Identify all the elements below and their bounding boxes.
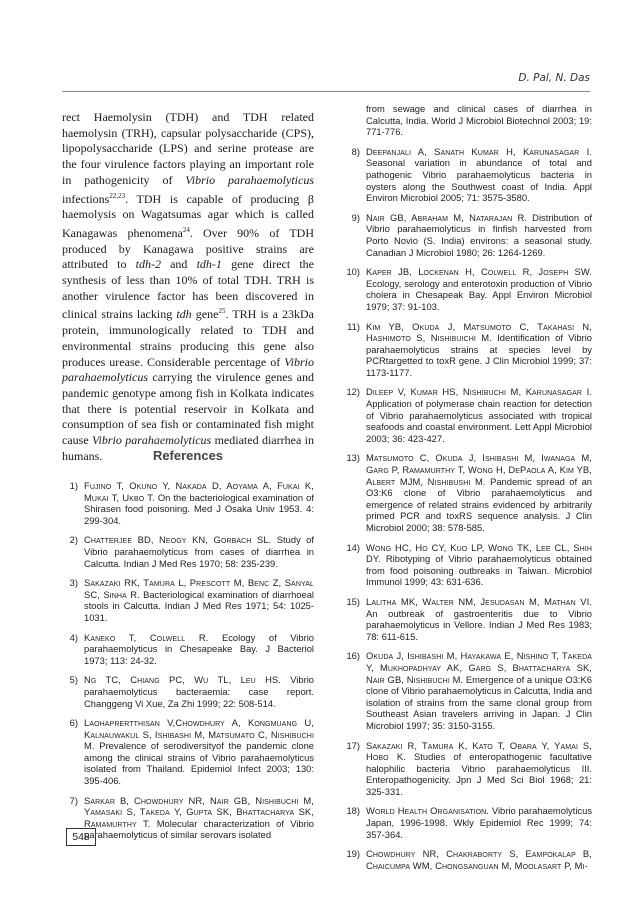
references-list-left [62, 480, 314, 849]
reference-text [366, 740, 592, 798]
reference-number: 1) [69, 480, 78, 491]
reference-item [344, 740, 592, 798]
reference-number: 2) [69, 534, 78, 546]
reference-text [366, 848, 592, 871]
reference-text [366, 212, 592, 258]
reference-body: Emergence of a unique O3:K6 clone of Vibrio parahaemolyticus in Calcutta, India and isolation of strains from the same clonal group from Southeast Asian travelers arriving in Japan. J Clin Microbiol 1997; 35: 3150-3155. [366, 673, 593, 731]
reference-text [84, 577, 314, 623]
reference-item [344, 596, 592, 642]
reference-number: 18) [346, 805, 360, 817]
reference-item [344, 146, 592, 204]
reference-number: 15) [346, 595, 360, 607]
reference-text [84, 632, 314, 667]
reference-text [366, 266, 592, 312]
reference-body: Bacteriological examination of diarrhoeal stools in Calcutta. Indian J Med Res 1971; 54: 1025-1031. [84, 588, 315, 623]
reference-body: Distribution of Vibrio parahaemolyticus in finfish harvested from Porto Novio (S. India) environs: a seasonal study. Canadian J Microbiol 1980; 26: 1264-1269. [366, 211, 592, 258]
reference-text [84, 534, 314, 569]
reference-item [344, 542, 592, 588]
reference-body: On the bacteriological examination of Shirasen food poisoning. Med J Osaka Univ 1953. 4: 299-304. [84, 491, 314, 526]
reference-item [344, 321, 592, 379]
reference-item [344, 805, 592, 840]
reference-text [366, 805, 592, 840]
reference-body: from sewage and clinical cases of diarrhea in Calcutta, India. World J Microbiol Biotechnol 2003; 19: 771-776. [366, 103, 592, 138]
reference-item [62, 480, 314, 526]
reference-number: 5) [69, 674, 78, 686]
reference-item [344, 452, 592, 533]
reference-text [366, 103, 592, 138]
reference-body: Molecular characterization of Vibrio parahaemolyticus of similar serovars isolated [84, 817, 314, 841]
reference-authors: Kaneko T, Colwell R. [84, 631, 209, 643]
reference-authors: Wong HC, Ho CY, Kuo LP, Wong TK, Lee CL, Shih DY. [366, 541, 592, 565]
reference-body: Application of polymerase chain reaction for detection of Vibrio parahaemolyticus associated with tropical seafoods and coastal environment. Lett Appl Microbiol 2003; 36: 423-427. [366, 398, 592, 444]
reference-text [366, 650, 592, 731]
reference-authors: Dileep V, Kumar HS, Nishibuchi M, Karunasagar I. [366, 386, 592, 398]
references-heading: References [152, 448, 224, 463]
reference-body: An outbreak of gastroenteritis due to Vibrio parahaemolyticus in Vellore. Indian J Med Res 1983; 78: 611-615. [366, 607, 592, 642]
reference-number: 17) [346, 739, 360, 751]
reference-number: 14) [346, 541, 360, 553]
reference-body: Ribotyping of Vibrio parahaemolyticus obtained from food poisoning outbreaks in Taiwan. Microbiol Immunol 1999; 43: 631-636. [366, 553, 592, 588]
reference-authors: Chatterjee BD, Neogy KN, Gorbach SL. [84, 534, 272, 546]
references-list-right [344, 103, 592, 879]
reference-authors: Fujino T, Okuno Y, Nakada D, Aoyama A, Fukai K, Mukai T, Ukbo T. [84, 480, 314, 503]
reference-authors: Deepanjali A, Sanath Kumar H, Karunasagar I. [366, 145, 592, 157]
reference-body: Ecology, serology and enterotoxin production of Vibrio cholera in Chesapeak Bay. Appl Environ Microbiol 1979; 37: 91-103. [366, 277, 592, 312]
reference-item [344, 266, 592, 312]
reference-authors: Kim YB, Okuda J, Matsumoto C, Takahasi N, Hashimoto S, Nishibuichi M. [366, 320, 592, 344]
reference-text [366, 452, 592, 533]
reference-text [84, 480, 314, 526]
reference-item [62, 577, 314, 623]
reference-authors: Sakazaki RK, Tamura L, Prescott M, Benc Z, Sanyal SC, Sinha R. [84, 577, 314, 600]
reference-authors: World Health Organisation. [366, 805, 490, 817]
reference-number: 11) [347, 320, 360, 332]
reference-item [344, 650, 592, 731]
reference-number: 19) [346, 848, 360, 860]
reference-body: Seasonal variation in abundance of total and pathogenic Vibrio parahaemolyticus bacteria in oysters along the Southwest coast of India. Appl Environ Microbiol 2005; 71: 3575-3580. [366, 157, 592, 204]
reference-authors: Nair GB, Abraham M, Natarajan R. [366, 211, 528, 223]
reference-body: Study of Vibrio parahaemolyticus from cases of diarrhea in Calcutta. Indian J Med Res 1970; 58: 235-239. [84, 534, 314, 569]
reference-item [62, 795, 314, 841]
reference-authors: Kaper JB, Lockenan H, Colwell R, Joseph SW. [366, 266, 592, 278]
reference-body: Identification of Vibrio parahaemolyticus strains at species level by PCRtargetted to toxR gene. J Clin Microbiol 1999; 37: 1173-1177. [366, 332, 592, 378]
reference-item [344, 103, 592, 138]
running-head: D. Pal, N. Das [518, 72, 590, 84]
reference-authors: Okuda J, Ishibashi M, Hayakawa E, Nishino T, Takeda Y, Mukhopadhyay AK, Garg S, Bhattacharya SK, Nair GB, Nishibuchi M. [366, 650, 592, 685]
reference-text [84, 674, 314, 709]
reference-authors: Ng TC, Chiang PC, Wu TL, Leu HS. [84, 674, 282, 686]
reference-item [62, 632, 314, 667]
reference-text [366, 321, 592, 379]
reference-item [62, 674, 314, 709]
reference-number: 10) [346, 266, 360, 278]
reference-number: 12) [346, 386, 360, 398]
reference-item [62, 534, 314, 569]
reference-item [344, 386, 592, 444]
reference-text [366, 386, 592, 444]
reference-number [344, 103, 366, 138]
reference-number: 3) [69, 577, 78, 589]
reference-body: Pandemic spread of an O3:K6 clone of Vibrio parahaemolyticus and emergence of related strains evidenced by arbitrarily primed PCR and toxRS sequence analysis. J Clin Microbiol 2000; 38: 578-585. [366, 475, 592, 533]
reference-number: 16) [346, 650, 360, 662]
reference-body: Studies of enteropathogenic facultative halophilic bacteria Vibrio parahaemolyticus III. Enteropathogenicity. Jpn J Med Sci Biol 1968; 21: 325-331. [366, 751, 592, 797]
reference-item [344, 848, 592, 871]
reference-text [84, 717, 314, 787]
reference-authors: Sarkar B, Chowdhury NR, Nair GB, Nishibuchi M, Yamasaki S, Takeda Y, Gupta SK, Bhattacharya SK, Ramamurthy T. [84, 794, 314, 829]
reference-authors: Chowdhury NR, Chakraborty S, Eampokalap B, Chaicumpa WM, Chongsanguan M, Moolasart P, Mi- [366, 848, 592, 871]
page-number: 548 [66, 828, 96, 846]
reference-authors: Sakazaki R, Tamura K, Kato T, Obara Y, Yamai S, Hobo K. [366, 739, 592, 763]
reference-authors: Matsumoto C, Okuda J, Ishibashi M, Iwanaga M, Garg P, Ramamurthy T, Wong H, DePaola A, Kim YB, Albert MJM, Nishibushi M. [366, 452, 592, 487]
reference-body: Prevalence of serodiversityof the pandemic clone among the clinical strains of Vibrio parahaemolyticus isolated from Thailand. Epidemiol Infect 2003; 130: 395-406. [84, 740, 314, 787]
reference-authors: Laohaprertthisan V,Chowdhury A, Kongmuang U, Kalnauwakul S, Ishibashi M, Matsumato C, Nishibuchi M. [84, 717, 314, 752]
reference-item [62, 717, 314, 787]
reference-number: 6) [69, 717, 78, 729]
reference-number: 9) [351, 211, 360, 223]
reference-body: Ecology of Vibrio parahaemolyticus in Chesapeake Bay. J Bacteriol 1973; 113: 24-32. [84, 631, 314, 666]
reference-body: Vibrio parahaemolyticus Japan, 1996-1998. Wkly Epidemiol Rec 1999; 74: 357-364. [366, 805, 593, 840]
reference-text [84, 795, 314, 841]
reference-item [344, 212, 592, 258]
reference-number: 4) [69, 631, 78, 643]
reference-body: Vibrio parahaemolyticus bacteraemia: case report. Changgeng Vi Xue, Za Zhi 1999; 22: 508-514. [84, 674, 314, 709]
reference-text [366, 596, 592, 642]
body-text-column [62, 110, 314, 464]
reference-number: 7) [69, 794, 78, 806]
reference-number: 13) [346, 452, 360, 464]
header-rule [62, 91, 590, 92]
reference-number: 8) [351, 145, 360, 157]
reference-text [366, 146, 592, 204]
reference-authors: Lalitha MK, Walter NM, Jesudasan M, Mathan VI. [366, 595, 592, 607]
body-paragraph: rect Haemolysin (TDH) and TDH related haemolysin (TRH), capsular polysaccharide (CPS), lipopolysaccharide (LPS) and serine protease are the four virulence factors playing an important role in pathogenicity of Vibrio parahaemolyticus infections$^{22,23}$. TDH is capable of producing β haemolysis on Wagatsumas agar which is called Kanagawas phenomena$^{24}$. Over 90% of TDH produced by Kanagawa positive strains are attributed to tdh-2 and tdh-1 gene direct the synthesis of less than 10% of total TDH. TRH is another virulence factor has been discovered in clinical strains lacking tdh gene$^{25}$. TRH is a 23kDa protein, immunologically related to TDH and environmental strains producing this gene also produces urease. Considerable percentage of Vibrio parahaemolyticus carrying the virulence genes and pandemic genotype among fish in Kolkata indicates that there is potential reservoir in Kolkata and consumption of sea fish or contaminated fish might cause Vibrio parahaemolyticus mediated diarrhea in humans. [62, 110, 315, 463]
reference-text [366, 542, 592, 588]
